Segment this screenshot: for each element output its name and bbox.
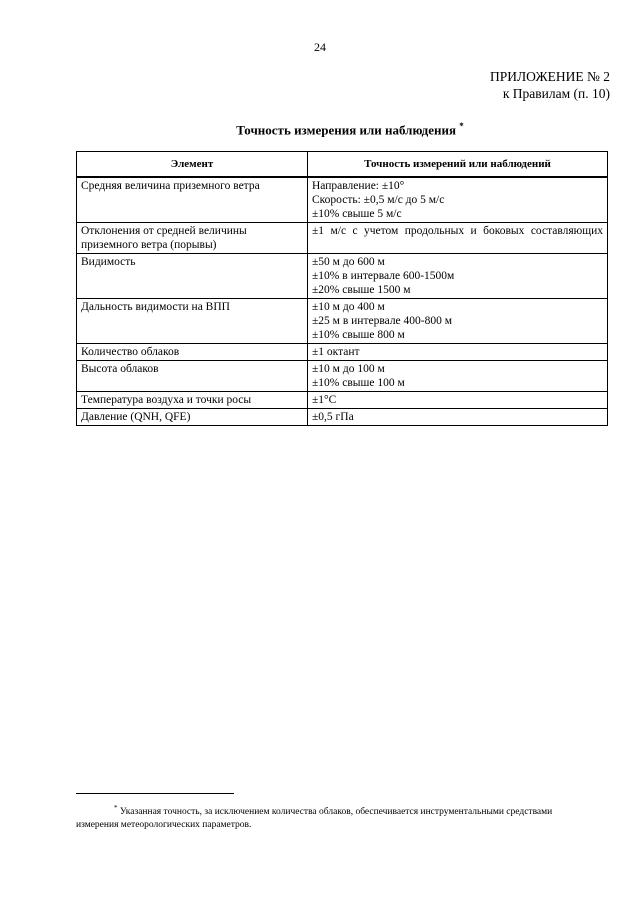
header-element: Элемент	[77, 152, 308, 178]
footnote-divider	[76, 793, 234, 794]
accuracy-line: ±10% свыше 100 м	[312, 377, 405, 389]
accuracy-table	[76, 151, 608, 426]
element-cell: Количество облаков	[77, 344, 308, 361]
appendix-heading	[490, 68, 610, 102]
table-row	[77, 392, 608, 409]
accuracy-cell	[308, 361, 608, 392]
accuracy-line: ±50 м до 600 м	[312, 256, 385, 268]
accuracy-cell	[308, 177, 608, 223]
accuracy-cell	[308, 409, 608, 426]
element-cell: Высота облаков	[77, 361, 308, 392]
header-accuracy: Точность измерений или наблюдений	[308, 152, 608, 178]
appendix-title: ПРИЛОЖЕНИЕ № 2	[489, 69, 610, 84]
title-footnote-mark: *	[459, 121, 464, 131]
document-title	[0, 121, 640, 138]
accuracy-line: ±0,5 гПа	[312, 411, 354, 423]
document-title-text: Точность измерения или наблюдения	[236, 122, 457, 138]
accuracy-cell	[308, 392, 608, 409]
footnote-mark: *	[114, 804, 118, 812]
footnote	[76, 802, 624, 832]
table-header-row	[77, 152, 608, 178]
accuracy-line: ±10% свыше 5 м/с	[312, 208, 402, 220]
appendix-subtitle: к Правилам (п. 10)	[502, 86, 610, 101]
accuracy-line: ±25 м в интервале 400-800 м	[312, 315, 453, 327]
table-row	[77, 254, 608, 299]
accuracy-cell	[308, 344, 608, 361]
element-cell: Отклонения от средней величины приземного ветра (порывы)	[77, 223, 308, 254]
accuracy-line: ±10 м до 100 м	[312, 363, 385, 375]
element-cell: Давление (QNH, QFE)	[77, 409, 308, 426]
accuracy-line: ±10% в интервале 600-1500м	[312, 270, 455, 282]
table-row	[77, 299, 608, 344]
accuracy-line: ±10% свыше 800 м	[312, 329, 405, 341]
element-cell: Температура воздуха и точки росы	[77, 392, 308, 409]
accuracy-line: ±10 м до 400 м	[312, 301, 385, 313]
footnote-line-1: Указанная точность, за исключением количества облаков, обеспечивается инструментальными средствами	[119, 807, 553, 818]
table-row	[77, 361, 608, 392]
table-row	[77, 223, 608, 254]
accuracy-line: ±1°C	[312, 394, 337, 406]
accuracy-line: ±20% свыше 1500 м	[312, 284, 411, 296]
accuracy-line: ±1 октант	[312, 346, 360, 358]
element-cell: Видимость	[77, 254, 308, 299]
accuracy-cell	[308, 223, 608, 254]
page-number: 24	[314, 40, 326, 54]
table-row	[77, 177, 608, 223]
footnote-line-2: измерения метеорологических параметров.	[76, 820, 252, 831]
accuracy-line: ±1 м/с с учетом продольных и боковых составляющих	[312, 225, 603, 237]
accuracy-line: Направление: ±10°	[312, 180, 405, 192]
table-row	[77, 409, 608, 426]
element-cell: Дальность видимости на ВПП	[77, 299, 308, 344]
table-row	[77, 344, 608, 361]
accuracy-cell	[308, 254, 608, 299]
accuracy-cell	[308, 299, 608, 344]
element-cell: Средняя величина приземного ветра	[77, 177, 308, 223]
accuracy-line: Скорость: ±0,5 м/с до 5 м/с	[312, 194, 445, 206]
